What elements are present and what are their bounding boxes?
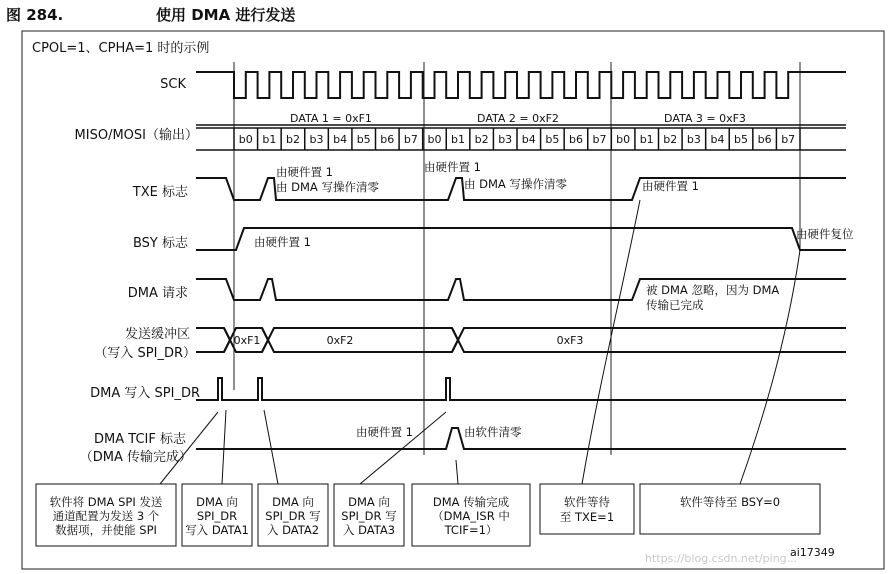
tx-buffer-label: 发送缓冲区: [124, 327, 190, 342]
box5-line1: DMA 传输完成: [432, 495, 510, 509]
bit-label: b0: [238, 133, 253, 146]
tx-buffer-sublabel: （写入 SPI_DR）: [94, 346, 196, 361]
box5-line3: TCIF=1）: [444, 523, 498, 537]
event-box-wait-txe: [540, 484, 634, 534]
tx-buffer-bus: [196, 328, 846, 352]
bit-label: b7: [781, 133, 796, 146]
data2-label: DATA 2 = 0xF2: [477, 112, 559, 125]
pointer-data2: [264, 410, 278, 484]
sck-label: SCK: [160, 77, 186, 92]
bit-label: b0: [427, 133, 442, 146]
event-box-texts: [50, 495, 780, 537]
bit-label: b1: [262, 133, 277, 146]
bit-label: b5: [545, 133, 560, 146]
box4-line3: 入 DATA3: [342, 523, 396, 537]
dma-write-label: DMA 写入 SPI_DR: [90, 386, 200, 401]
event-box-wait-bsy: [640, 484, 820, 534]
pointer-data1: [222, 410, 226, 484]
miso-mosi-bus: [196, 128, 846, 150]
box2-line3: 写入 DATA1: [185, 523, 249, 537]
bit-label: b6: [569, 133, 583, 146]
bsy-label: BSY 标志: [132, 236, 188, 251]
bit-label: b4: [710, 133, 725, 146]
diagram-subtitle: CPOL=1、CPHA=1 时的示例: [32, 41, 210, 56]
bit-label: b4: [521, 133, 536, 146]
bit-label: b2: [286, 133, 300, 146]
box6-line1: 软件等待: [564, 495, 610, 509]
figure-caption: 使用 DMA 进行发送: [156, 6, 296, 24]
bit-label: b0: [616, 133, 631, 146]
dma-ignored-note-2: 传输已完成: [646, 298, 704, 312]
box1-line2: 通道配置为发送 3 个: [52, 509, 160, 523]
watermark: https://blog.csdn.net/ping...: [645, 552, 798, 565]
buffer-value-f2: 0xF2: [326, 334, 354, 347]
bit-label: b6: [757, 133, 772, 146]
dma-request-label: DMA 请求: [127, 286, 188, 301]
box2-line1: DMA 向: [196, 495, 238, 509]
box1-line3: 数据项，并使能 SPI: [55, 523, 157, 537]
box3-line1: DMA 向: [272, 495, 314, 509]
bit-label: b3: [686, 133, 701, 146]
bit-label: b2: [663, 133, 678, 146]
bit-label: b3: [309, 133, 324, 146]
figure-id: ai17349: [790, 546, 835, 559]
bit-label: b1: [451, 133, 465, 146]
txe-set-note-3: 由硬件置 1: [642, 179, 699, 193]
dma-write-waveform: [196, 378, 846, 400]
bit-label: b7: [592, 133, 607, 146]
data3-label: DATA 3 = 0xF3: [664, 112, 746, 125]
buffer-value-f3: 0xF3: [556, 334, 584, 347]
bit-label: b6: [380, 133, 395, 146]
box2-line2: SPI_DR: [196, 509, 238, 523]
box3-line3: 入 DATA2: [266, 523, 320, 537]
tcif-clear-note: 由软件清零: [464, 425, 522, 439]
txe-set-note-2: 由硬件置 1: [424, 160, 481, 174]
box1-line1: 软件将 DMA SPI 发送: [49, 495, 163, 509]
dma-tcif-label: DMA TCIF 标志: [94, 432, 186, 447]
bit-label: b2: [474, 133, 489, 146]
box4-line1: DMA 向: [348, 495, 390, 509]
pointer-dma-complete: [456, 460, 458, 484]
tcif-set-note: 由硬件置 1: [356, 425, 413, 439]
txe-set-note: 由硬件置 1: [276, 165, 333, 179]
box3-line2: SPI_DR 写: [265, 509, 321, 523]
bit-label: b3: [498, 133, 513, 146]
bsy-set-note: 由硬件置 1: [254, 235, 311, 249]
bit-label: b4: [333, 133, 348, 146]
figure-number: 图 284.: [6, 6, 64, 24]
bit-label: b5: [356, 133, 371, 146]
buffer-value-f1: 0xF1: [233, 334, 261, 347]
dma-tcif-sublabel: （DMA 传输完成）: [79, 450, 192, 465]
bsy-reset-note: 由硬件复位: [796, 227, 854, 241]
box5-line2: （DMA_ISR 中: [432, 509, 510, 523]
bit-label: b5: [734, 133, 748, 146]
data1-label: DATA 1 = 0xF1: [290, 112, 372, 125]
sck-waveform: [196, 72, 846, 98]
bit-label: b7: [403, 133, 418, 146]
miso-mosi-label: MISO/MOSI（输出）: [74, 128, 198, 143]
box7-line1: 软件等待至 BSY=0: [679, 495, 781, 509]
txe-clear-note: 由 DMA 写操作清零: [276, 180, 379, 194]
box6-line2: 至 TXE=1: [559, 510, 615, 524]
box4-line2: SPI_DR 写: [341, 509, 397, 523]
txe-clear-note-2: 由 DMA 写操作清零: [464, 177, 567, 191]
txe-label: TXE 标志: [132, 185, 188, 200]
bit-label: b1: [639, 133, 654, 146]
dma-ignored-note: 被 DMA 忽略，因为 DMA: [646, 283, 780, 297]
